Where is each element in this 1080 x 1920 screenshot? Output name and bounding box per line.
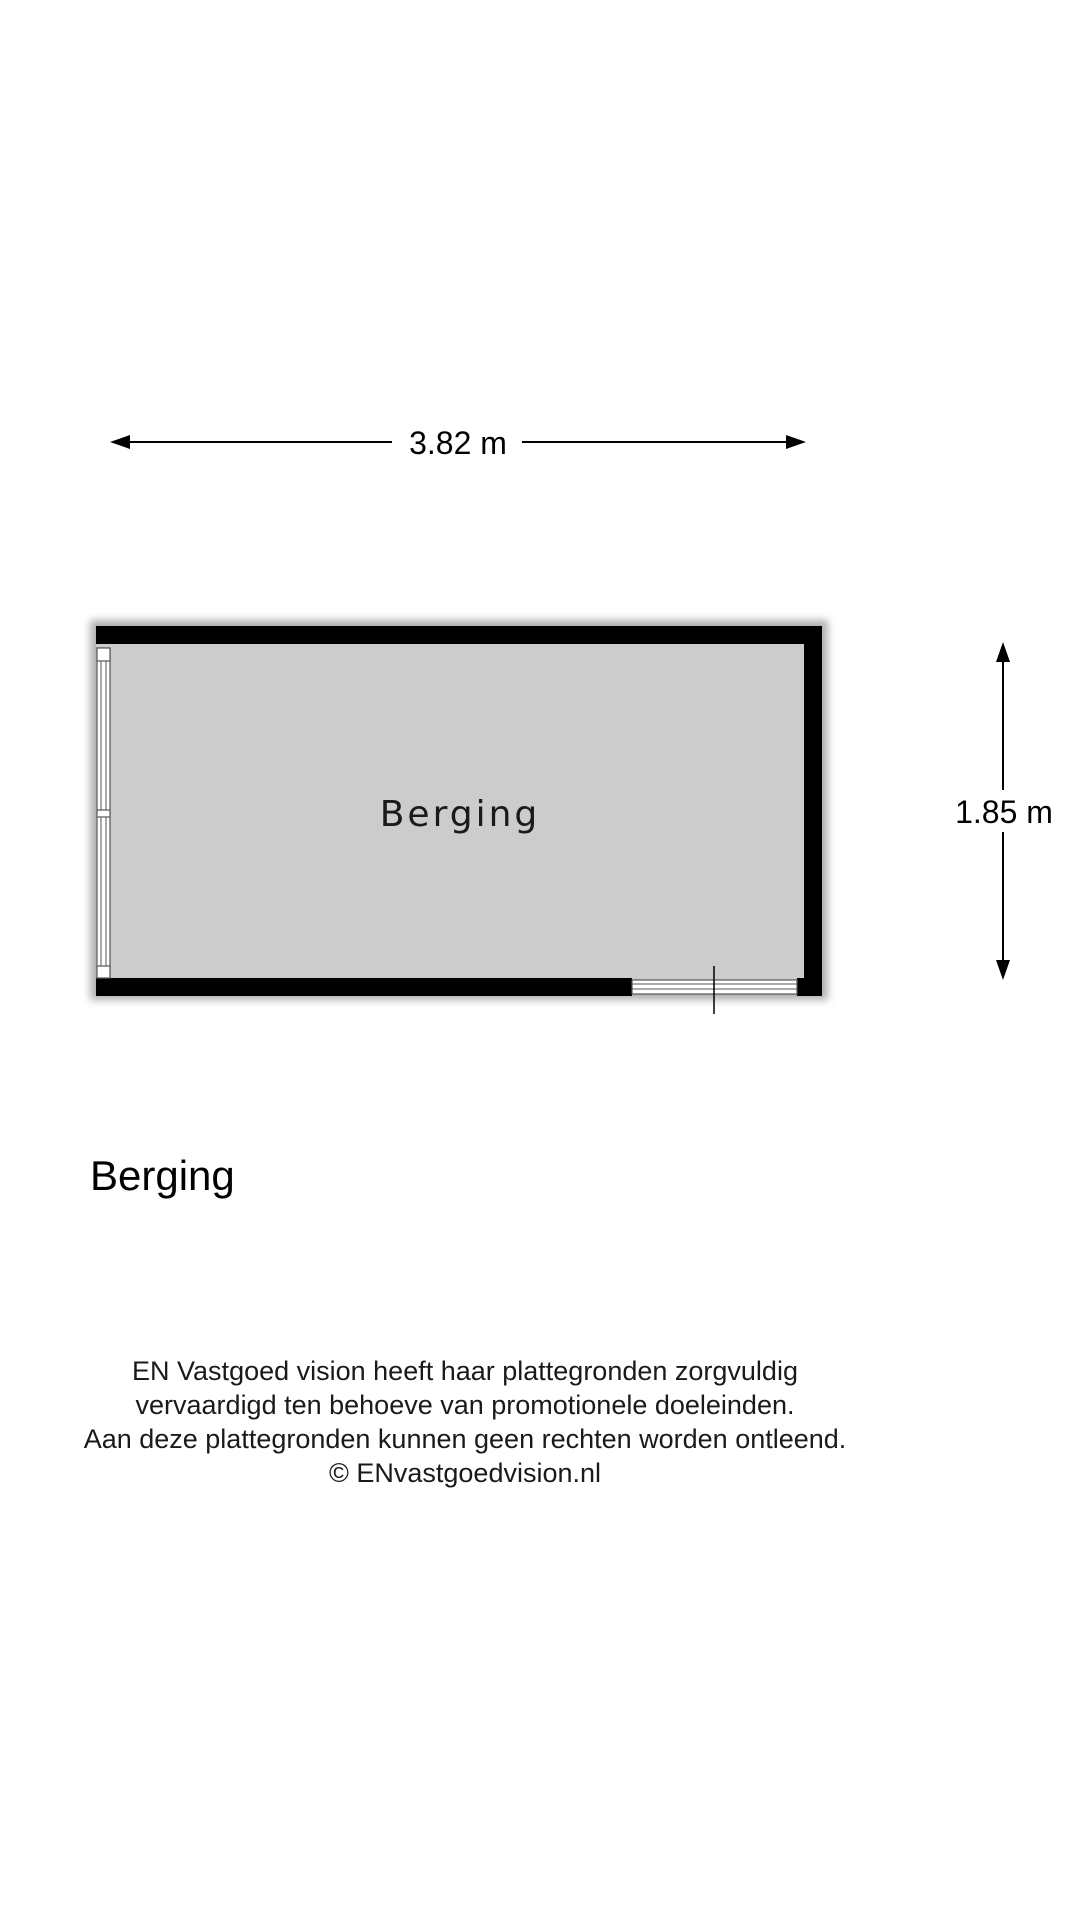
wall-top (96, 626, 820, 644)
depth-arrow-top (996, 642, 1010, 662)
left-window (97, 648, 110, 978)
copyright-line: © ENvastgoedvision.nl (328, 1458, 602, 1488)
disclaimer-line: EN Vastgoed vision heeft haar plattegronden zorgvuldig (132, 1356, 798, 1386)
room-label: Berging (379, 794, 541, 835)
width-arrow-right (786, 435, 806, 449)
depth-dimension (955, 642, 1053, 980)
left-window-mullion (97, 810, 110, 817)
disclaimer-line: vervaardigd ten behoeve van promotionele doeleinden. (135, 1390, 795, 1420)
depth-dimension-label: 1.85 m (955, 794, 1053, 830)
wall-left-top-stub (96, 626, 112, 644)
wall-bottom-left (96, 978, 632, 996)
wall-bottom-right (797, 978, 822, 996)
depth-arrow-bottom (996, 960, 1010, 980)
width-dimension (110, 425, 806, 461)
disclaimer (0, 1354, 930, 1490)
wall-right (804, 626, 822, 996)
wall-left-bottom-stub (96, 980, 112, 996)
floor-title: Berging (90, 1152, 235, 1199)
disclaimer-line: Aan deze plattegronden kunnen geen rechten worden ontleend. (83, 1424, 847, 1454)
room-berging (90, 620, 828, 1014)
left-window-bottom-cap (97, 966, 110, 978)
width-arrow-left (110, 435, 130, 449)
width-dimension-label: 3.82 m (409, 425, 507, 461)
left-window-top-cap (97, 648, 110, 661)
